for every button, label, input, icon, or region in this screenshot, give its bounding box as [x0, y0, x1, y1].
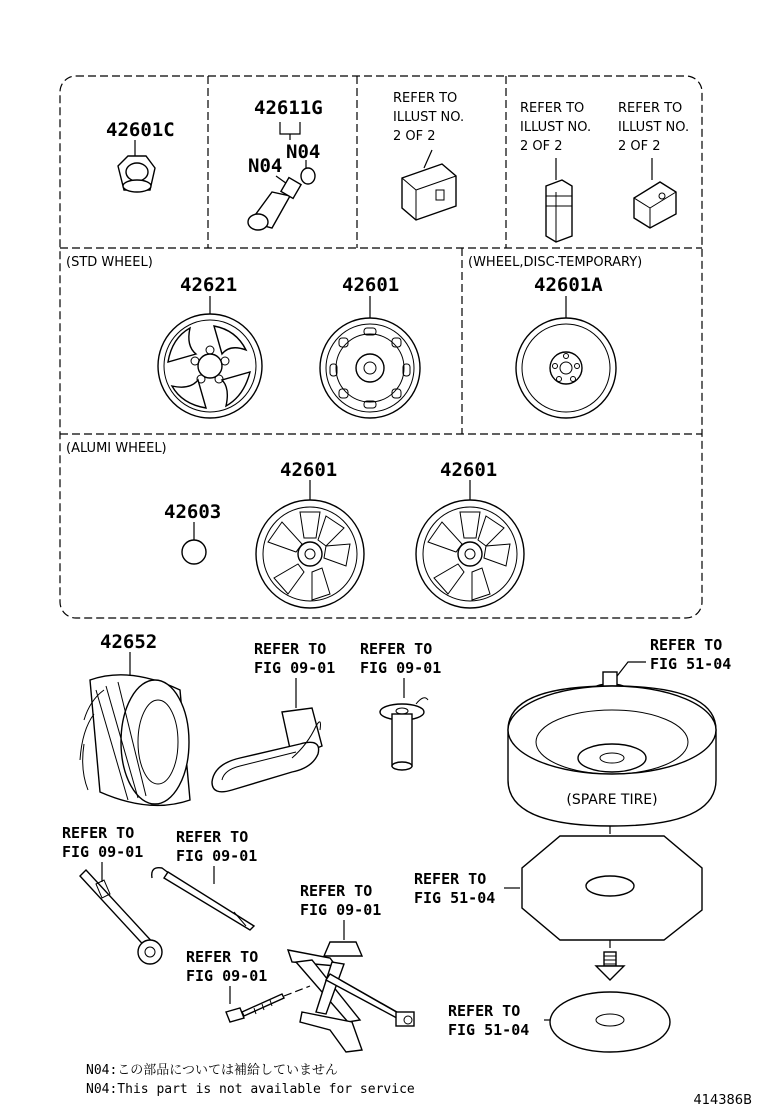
lug-nut-icon — [118, 156, 155, 192]
ref-jack-handle-line1: REFER TO — [176, 828, 249, 846]
tire-icon — [80, 675, 190, 806]
wheel-ornament-group — [158, 274, 262, 418]
ref-bag-line1: REFER TO — [254, 640, 327, 658]
part-number-center-cap: 42603 — [164, 501, 222, 523]
valve-group — [248, 97, 323, 230]
pad-icon — [550, 992, 670, 1052]
valve-icon — [248, 168, 315, 230]
ref-spare-hold-line1: REFER TO — [650, 636, 723, 654]
wheel-wrench-icon — [80, 870, 162, 964]
pad-group — [448, 992, 670, 1052]
ref-floor-board-line1: REFER TO — [414, 870, 487, 888]
ref-weight3-line1: REFER TO — [618, 101, 683, 116]
ref-jack-bolt-line1: REFER TO — [186, 948, 259, 966]
adhesive-weight-icon — [546, 180, 572, 242]
ref-weight1-line1: REFER TO — [393, 91, 458, 106]
jack-handle-holder-icon — [380, 698, 428, 770]
clip-weight-icon — [402, 164, 456, 220]
ref-jack-handle-line2: FIG 09-01 — [176, 847, 258, 865]
ref-pad-line2: FIG 51-04 — [448, 1021, 530, 1039]
center-cap-icon — [182, 540, 206, 564]
ref-jack-line2: FIG 09-01 — [300, 901, 382, 919]
part-number-tire: 42652 — [100, 631, 158, 653]
steel-wheel-icon — [320, 318, 420, 418]
ref-pad-line1: REFER TO — [448, 1002, 521, 1020]
note-japanese: N04:この部品については補給していません — [86, 1063, 339, 1078]
tool-bag-icon — [212, 708, 322, 792]
part-number-alumi-disc-2: 42601 — [440, 459, 498, 481]
note-english: N04:This part is not available for service — [86, 1082, 415, 1097]
alumi-disc-2-group — [416, 459, 524, 608]
ref-jack-handle-top-line1: REFER TO — [360, 640, 433, 658]
ref-weight3-line3: 2 OF 2 — [618, 139, 661, 154]
part-number-std-disc: 42601 — [342, 274, 400, 296]
floor-board-icon — [522, 836, 702, 940]
section-alumi-wheel: (ALUMI WHEEL) — [66, 441, 167, 456]
jack-group — [288, 882, 414, 1052]
alloy-wheel-2-icon — [416, 500, 524, 608]
part-number-ornament: 42621 — [180, 274, 238, 296]
jack-handle-group — [152, 828, 258, 930]
balance-weight-1 — [393, 91, 464, 220]
wheel-cover-icon — [158, 314, 262, 418]
spare-tire-group — [508, 636, 731, 866]
ref-bag-line2: FIG 09-01 — [254, 659, 336, 677]
std-disc-group — [320, 274, 420, 418]
part-number-valve: 42611G — [254, 97, 323, 119]
tire-group — [80, 631, 190, 805]
part-number-lug-nut: 42601C — [106, 119, 175, 141]
ref-floor-board-line2: FIG 51-04 — [414, 889, 496, 907]
part-number-temp-disc: 42601A — [534, 274, 603, 296]
alumi-disc-1-group — [256, 459, 364, 608]
jack-icon — [288, 942, 414, 1052]
ref-wrench-line1: REFER TO — [62, 824, 135, 842]
balance-weight-3 — [618, 101, 689, 228]
ref-weight3-line2: ILLUST NO. — [618, 120, 690, 135]
center-cap-group — [164, 501, 221, 564]
section-temp-wheel: (WHEEL,DISC-TEMPORARY) — [468, 255, 643, 270]
ref-weight2-line3: 2 OF 2 — [520, 139, 563, 154]
ref-jack-line1: REFER TO — [300, 882, 373, 900]
tool-bag-group — [212, 640, 335, 792]
ref-weight2-line1: REFER TO — [520, 101, 585, 116]
lug-nut-group — [106, 119, 175, 192]
down-arrow-icon — [596, 952, 624, 980]
floor-board-group — [414, 836, 702, 980]
section-std-wheel: (STD WHEEL) — [66, 255, 153, 270]
alloy-wheel-1-icon — [256, 500, 364, 608]
spare-tire-label: (SPARE TIRE) — [566, 792, 658, 808]
illustration-id: 414386B — [693, 1093, 752, 1108]
ref-weight2-line2: ILLUST NO. — [520, 120, 592, 135]
ref-weight1-line2: ILLUST NO. — [393, 110, 465, 125]
clip-weight-small-icon — [634, 182, 676, 228]
n04-label-core: N04 — [248, 155, 283, 177]
jack-handle-top-group — [360, 640, 441, 770]
ref-spare-hold-line2: FIG 51-04 — [650, 655, 732, 673]
wrench-group — [62, 824, 162, 964]
temporary-wheel-icon — [516, 318, 616, 418]
jack-bolt-icon — [226, 986, 310, 1022]
n04-label-cap: N04 — [286, 141, 321, 163]
part-number-alumi-disc-1: 42601 — [280, 459, 338, 481]
ref-jack-handle-top-line2: FIG 09-01 — [360, 659, 442, 677]
temp-disc-group — [516, 274, 616, 418]
ref-weight1-line3: 2 OF 2 — [393, 129, 436, 144]
jack-handle-icon — [152, 868, 254, 930]
ref-jack-bolt-line2: FIG 09-01 — [186, 967, 268, 985]
balance-weight-2 — [520, 101, 591, 242]
ref-wrench-line2: FIG 09-01 — [62, 843, 144, 861]
